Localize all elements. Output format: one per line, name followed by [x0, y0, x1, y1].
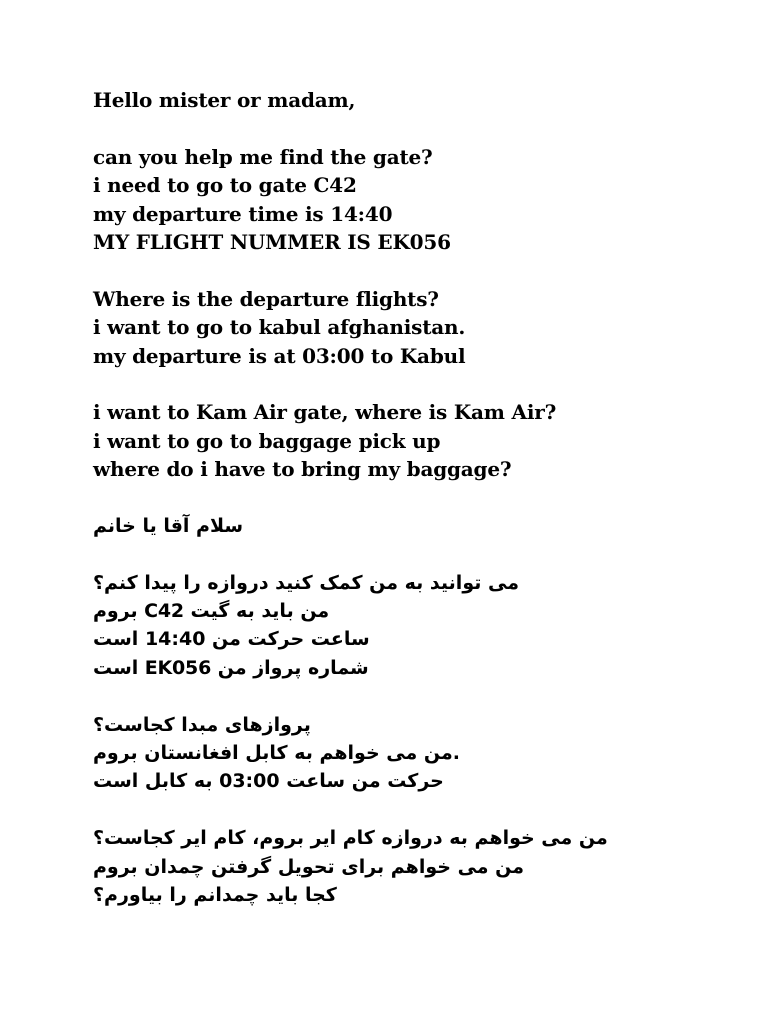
persian-departure-line: حرکت من ساعت 03:00 به کابل است [93, 770, 444, 793]
persian-greeting: سلام آقا یا خانم [93, 514, 244, 537]
paragraph-gap [93, 682, 713, 710]
persian-baggage-line: کجا باید چمدانم را بیاورم؟ [93, 883, 337, 906]
document-text [93, 86, 713, 909]
english-baggage-line: i want to Kam Air gate, where is Kam Air? [93, 400, 557, 425]
persian-baggage-line: من می خواهم به دروازه کام ایر بروم، کام ایر کجاست؟ [93, 827, 608, 850]
english-gate-line: can you help me find the gate? [93, 144, 433, 169]
persian-gate-line: می توانید به من کمک کنید دروازه را پیدا کنم؟ [93, 571, 519, 594]
paragraph-gap [93, 370, 713, 398]
paragraph-gap [93, 540, 713, 568]
persian-departure-line: پروازهای مبدا کجاست؟ [93, 713, 311, 736]
paragraph-gap [93, 256, 713, 284]
persian-baggage-line: من می خواهم برای تحویل گرفتن چمدان بروم [93, 855, 525, 878]
english-baggage-line: where do i have to bring my baggage? [93, 457, 512, 482]
paragraph-gap [93, 796, 713, 824]
persian-gate-line: من باید به گیت C42 بروم [93, 600, 330, 623]
persian-departure-line: .من می خواهم به کابل افغانستان بروم [93, 741, 460, 764]
persian-gate-line: ساعت حرکت من 14:40 است [93, 628, 370, 651]
english-baggage-line: i want to go to baggage pick up [93, 428, 441, 453]
english-gate-line: MY FLIGHT NUMMER IS EK056 [93, 229, 451, 254]
english-departure-line: i want to go to kabul afghanistan. [93, 315, 466, 340]
english-gate-line: my departure time is 14:40 [93, 201, 393, 226]
english-greeting: Hello mister or madam, [93, 88, 356, 112]
english-departure-line: Where is the departure flights? [93, 286, 439, 311]
paragraph-gap [93, 483, 713, 511]
english-departure-line: my departure is at 03:00 to Kabul [93, 343, 466, 368]
persian-gate-line: شماره پرواز من EK056 است [93, 656, 369, 679]
english-gate-line: i need to go to gate C42 [93, 173, 357, 198]
paragraph-gap [93, 114, 713, 142]
